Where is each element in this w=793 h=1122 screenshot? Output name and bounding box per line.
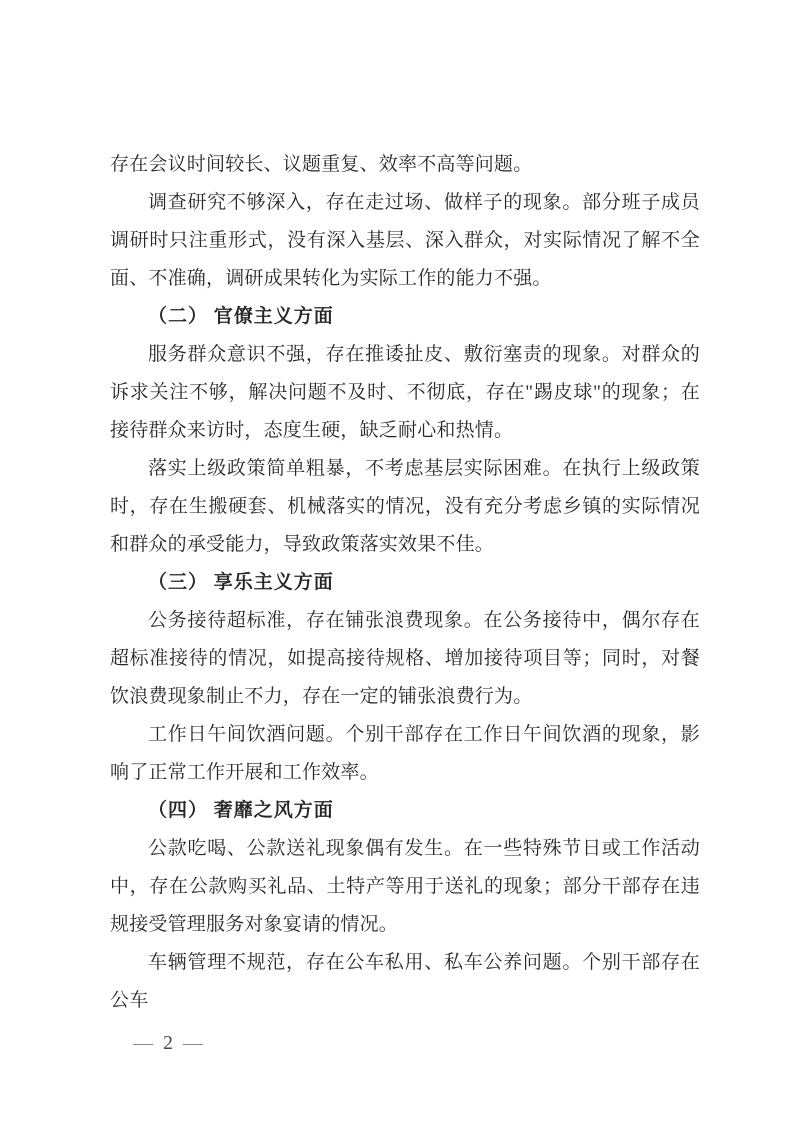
paragraph-public-funds-gifts: 公款吃喝、公款送礼现象偶有发生。在一些特殊节日或工作活动中，存在公款购买礼品、土特产等用于送礼的现象；部分干部存在违规接受管理服务对象宴请的情况。 [110, 838, 700, 935]
document-body [110, 146, 700, 1020]
paragraph-crude-policy-implementation: 落实上级政策简单粗暴，不考虑基层实际困难。在执行上级政策时，存在生搬硬套、机械落实的情况，没有充分考虑乡镇的实际情况和群众的承受能力，导致政策落实效果不佳。 [110, 458, 700, 555]
section-heading-hedonism: （三） 享乐主义方面 [148, 572, 334, 593]
section-heading-extravagance: （四） 奢靡之风方面 [148, 800, 334, 821]
paragraph-research-not-deep: 调查研究不够深入，存在走过场、做样子的现象。部分班子成员调研时只注重形式，没有深入基层、深入群众，对实际情况了解不全面、不准确，调研成果转化为实际工作的能力不强。 [110, 192, 700, 289]
paragraph-meetings-continuation: 存在会议时间较长、议题重复、效率不高等问题。 [110, 154, 533, 175]
paragraph-midday-drinking: 工作日午间饮酒问题。个别干部存在工作日午间饮酒的现象，影响了正常工作开展和工作效率。 [110, 724, 700, 783]
paragraph-vehicle-management: 车辆管理不规范，存在公车私用、私车公养问题。个别干部存在公车 [110, 952, 700, 1011]
paragraph-over-standard-reception: 公务接待超标准，存在铺张浪费现象。在公务接待中，偶尔存在超标准接待的情况，如提高接待规格、增加接待项目等；同时，对餐饮浪费现象制止不力，存在一定的铺张浪费行为。 [110, 610, 700, 707]
footer-dash-right: — [183, 1032, 203, 1054]
page-footer [133, 1030, 203, 1056]
paragraph-weak-service-awareness: 服务群众意识不强，存在推诿扯皮、敷衍塞责的现象。对群众的诉求关注不够，解决问题不及时、不彻底，存在"踢皮球"的现象；在接待群众来访时，态度生硬，缺乏耐心和热情。 [110, 344, 700, 441]
page-number: 2 [163, 1032, 173, 1054]
footer-dash-left: — [133, 1032, 153, 1054]
section-heading-bureaucratism: （二） 官僚主义方面 [148, 306, 334, 327]
